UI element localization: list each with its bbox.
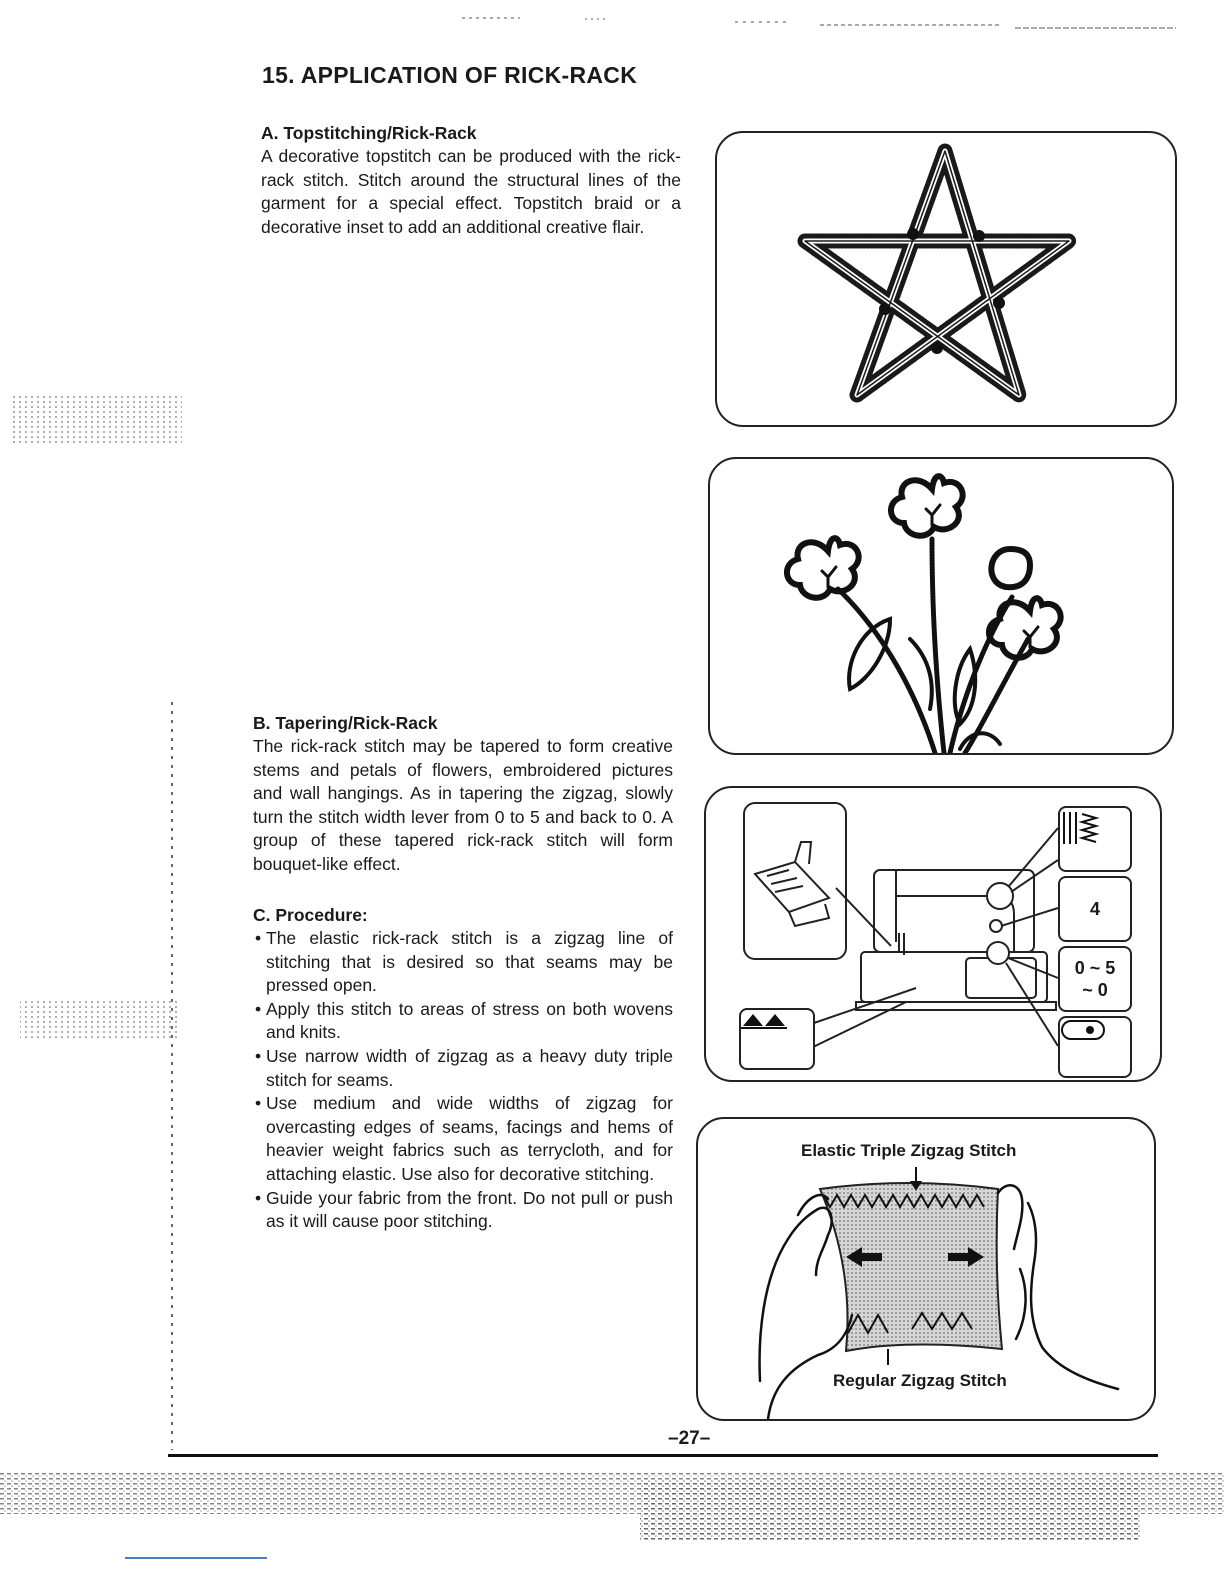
stitch-width-setting bbox=[1058, 946, 1132, 1012]
list-item: • Use narrow width of zigzag as a heavy duty triple stitch for seams. bbox=[253, 1045, 673, 1092]
scan-edge-line bbox=[125, 1557, 267, 1559]
section-c-heading: C. Procedure: bbox=[253, 905, 368, 925]
lever-icon bbox=[1060, 1018, 1106, 1042]
caption-elastic-triple-zigzag: Elastic Triple Zigzag Stitch bbox=[801, 1141, 1017, 1160]
section-tapering bbox=[253, 711, 673, 877]
list-item: • Apply this stitch to areas of stress on both wovens and knits. bbox=[253, 998, 673, 1045]
figure-machine-settings bbox=[704, 786, 1162, 1082]
figure-flowers bbox=[708, 457, 1174, 755]
stitch-pattern-indicator bbox=[1058, 806, 1132, 872]
width-range-end: ~ 0 bbox=[1082, 980, 1108, 1000]
figure-stretch-test bbox=[696, 1117, 1156, 1421]
list-item: • The elastic rick-rack stitch is a zigzag line of stitching that is desired so that seams may be pressed open. bbox=[253, 927, 673, 998]
star-illustration bbox=[717, 133, 1175, 425]
figure-star bbox=[715, 131, 1177, 427]
width-range-start: 0 ~ 5 bbox=[1074, 958, 1116, 978]
buttonhole-lever-indicator bbox=[1058, 1016, 1132, 1078]
section-a-heading: A. Topstitching/Rick-Rack bbox=[261, 123, 477, 143]
scan-noise-left bbox=[0, 0, 200, 1460]
section-topstitching bbox=[261, 121, 681, 239]
section-a-text: A decorative topstitch can be produced with the rick-rack stitch. Stitch around the structural lines of the garment for a special effect. Topstitch braid or a decorative inset to add an additional creative flair. bbox=[261, 146, 681, 237]
flowers-illustration bbox=[710, 459, 1172, 753]
page-title: 15. APPLICATION OF RICK-RACK bbox=[262, 62, 638, 88]
caption-regular-zigzag: Regular Zigzag Stitch bbox=[833, 1371, 1007, 1390]
section-b-text: The rick-rack stitch may be tapered to form creative stems and petals of flowers, embroidered pictures and wall hangings. As in tapering the zigzag, slowly turn the stitch width lever from 0 to 5 and back to 0. A group of these tapered rick-rack stitch will form bouquet-like effect. bbox=[253, 736, 673, 874]
feed-dog-indicator bbox=[739, 1008, 815, 1070]
section-procedure bbox=[253, 903, 673, 1234]
stitch-length-setting: 4 bbox=[1058, 876, 1132, 942]
bottom-rule bbox=[168, 1454, 1158, 1457]
section-b-heading: B. Tapering/Rick-Rack bbox=[253, 713, 438, 733]
page-number: –27– bbox=[668, 1428, 711, 1449]
feed-dog-up-icon bbox=[741, 1010, 787, 1030]
procedure-list bbox=[253, 927, 673, 1234]
list-item: • Use medium and wide widths of zigzag for overcasting edges of seams, facings and hems of heavier weight fabrics such as terrycloth, and for attaching elastic. Use also for decorative stitching. bbox=[253, 1092, 673, 1186]
rick-rack-pattern-icon bbox=[1060, 808, 1100, 848]
list-item: • Guide your fabric from the front. Do not pull or push as it will cause poor stitching. bbox=[253, 1187, 673, 1234]
scan-noise-bottom bbox=[0, 1462, 1224, 1552]
